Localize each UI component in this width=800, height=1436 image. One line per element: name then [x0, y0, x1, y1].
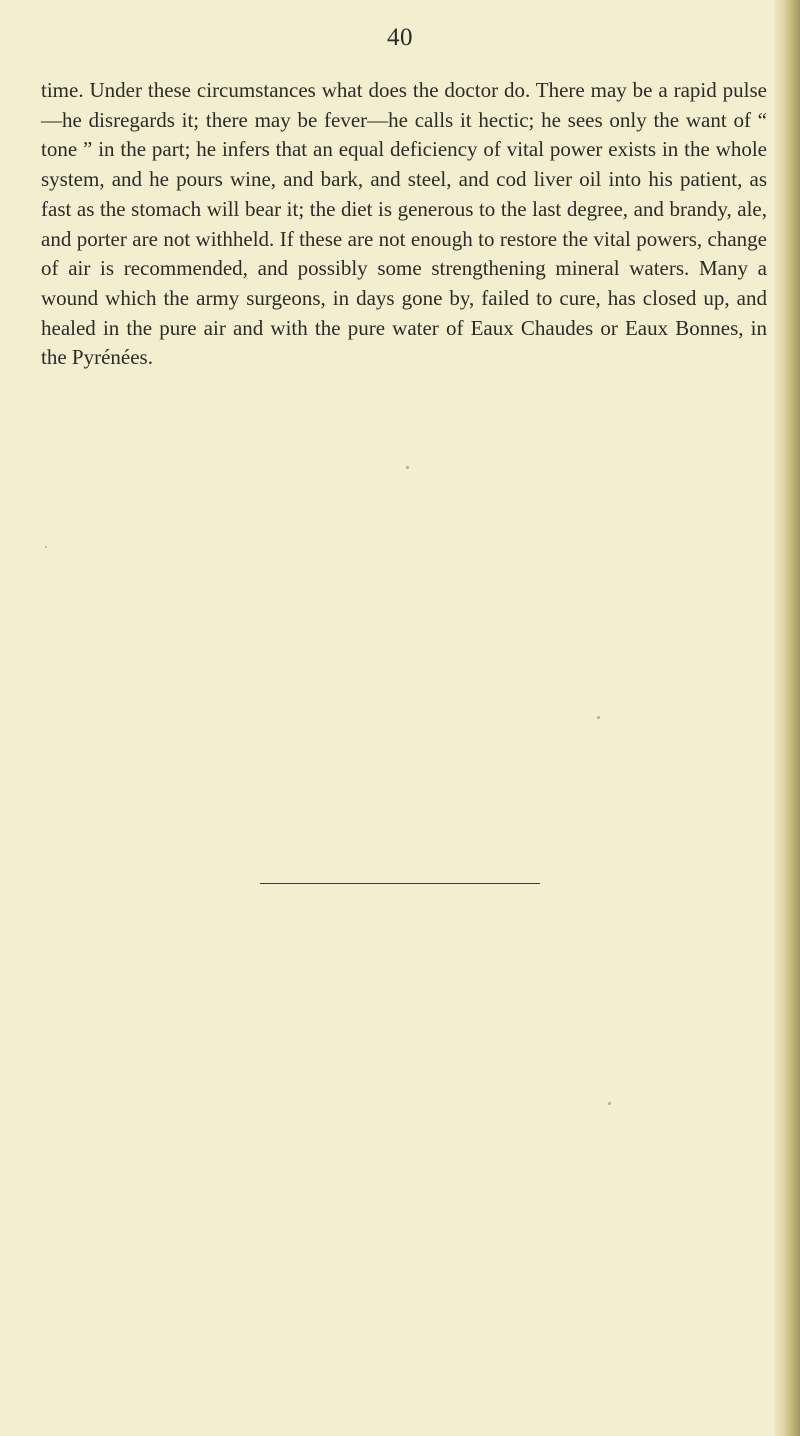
- page-edge-shadow: [774, 0, 800, 1436]
- paper-speck: [45, 546, 47, 548]
- paper-speck: [597, 716, 600, 719]
- page-number: 40: [387, 24, 413, 51]
- section-divider-rule: [260, 883, 540, 884]
- body-paragraph: time. Under these circumstances what does the doctor do. There may be a rapid pulse—he disregards it; there may be fever—he calls it hectic; he sees only the want of “ tone ” in the part; he infers that an equal deficiency of vital power exists in the whole system, and he pours wine, and bark, and steel, and cod liver oil into his patient, as fast as the stomach will bear it; the diet is generous to the last degree, and brandy, ale, and porter are not withheld. If these are not enough to restore the vital powers, change of air is recommended, and possibly some strengthening mineral waters. Many a wound which the army surgeons, in days gone by, failed to cure, has closed up, and healed in the pure air and with the pure water of Eaux Chaudes or Eaux Bonnes, in the Pyrénées.: [41, 78, 767, 370]
- paper-speck: [406, 466, 409, 469]
- paper-speck: [608, 1102, 611, 1105]
